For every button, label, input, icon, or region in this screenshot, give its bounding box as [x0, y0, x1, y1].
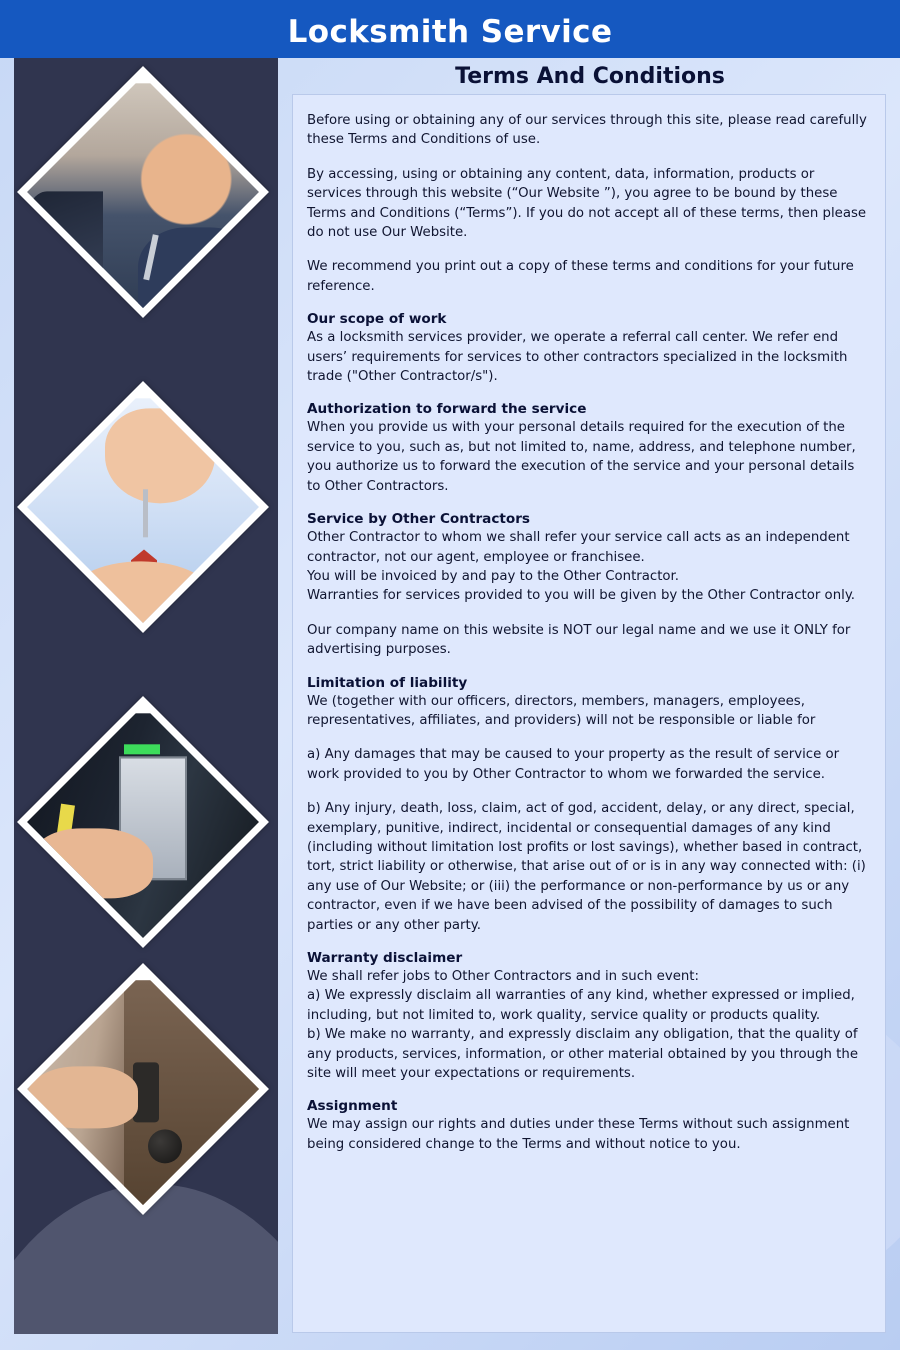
section-paragraph: When you provide us with your personal details required for the execution of the service to you, such as, but not limited to, name, address, and telephone number, you authorize us to forward the execution of the service and your personal details to Other Contractors.	[307, 420, 856, 494]
section-paragraph: As a locksmith services provider, we operate a referral call center. We refer end users’ requirements for services to other contractors specialized in the locksmith trade ("Other Contractor/s").	[307, 330, 848, 385]
warranty-intro: We shall refer jobs to Other Contractors and in such event:	[307, 969, 700, 984]
section-heading: Our scope of work	[307, 311, 447, 328]
intro-paragraph-3: We recommend you print out a copy of these terms and conditions for your future reference.	[307, 259, 854, 294]
section-authorization-to-forward-the-service	[307, 401, 871, 496]
section-heading: Assignment	[307, 1098, 398, 1115]
terms-content-card	[292, 94, 886, 1333]
section-paragraph: You will be invoiced by and pay to the Other Contractor.	[307, 568, 680, 584]
section-paragraph: Other Contractor to whom we shall refer your service call acts as an independent contractor, not our agent, employee or franchisee.	[307, 530, 850, 565]
assignment-paragraph: We may assign our rights and duties under these Terms without such assignment being considered change to the Terms and without notice to you.	[307, 1117, 850, 1152]
section-heading: Warranty disclaimer	[307, 950, 463, 966]
section-paragraph: Warranties for services provided to you will be given by the Other Contractor only.	[307, 588, 856, 604]
section-assignment	[307, 1098, 871, 1154]
warranty-item-a: a) We expressly disclaim all warranties of any kind, whether expressed or implied, including, but not limited to, work quality, service quality or products quality.	[307, 988, 855, 1023]
warranty-item-b: b) We make no warranty, and expressly disclaim any obligation, that the quality of any products, services, information, or other material obtained by you through the site will meet your expectations or requirements.	[307, 1027, 859, 1082]
section-limitation-of-liability	[307, 675, 871, 731]
page-title: Locksmith Service	[287, 14, 613, 50]
section-heading: Service by Other Contractors	[307, 511, 531, 528]
section-service-by-other-contractors	[307, 511, 871, 606]
intro-paragraph-2: By accessing, using or obtaining any content, data, information, products or services through this website (“Our Website ”), you agree to be bound by these Terms and Conditions (“Terms”). If you do not accept all of these terms, then please do not use Our Website.	[307, 166, 867, 241]
liability-item-a: a) Any damages that may be caused to your property as the result of service or work provided to you by Other Contractor to whom we forwarded the service.	[307, 747, 840, 782]
legal-name-note: Our company name on this website is NOT our legal name and we use it ONLY for advertising purposes.	[307, 622, 851, 658]
liability-item-b: b) Any injury, death, loss, claim, act of god, accident, delay, or any direct, special, exemplary, punitive, indirect, incidental or consequential damages of any kind (including without limitation lost profits or lost savings), whether based in contract, tort, strict liability or otherwise, that arise out of or is in any way connected with: (i) any use of Our Website; or (iii) the performance or non-performance by us or any contractor, even if we have been advised of the possibility of damages to such parties or any other party.	[307, 801, 866, 933]
section-our-scope-of-work	[307, 311, 871, 386]
intro-paragraph-1: Before using or obtaining any of our services through this site, please read carefully these Terms and Conditions of use.	[307, 113, 867, 148]
section-heading: Limitation of liability	[307, 674, 468, 691]
liability-intro: We (together with our officers, directors, members, managers, employees, representatives, affiliates, and providers) will not be responsible or liable for	[307, 693, 816, 728]
section-heading: Authorization to forward the service	[307, 401, 587, 418]
page-subtitle: Terms And Conditions	[455, 64, 725, 89]
section-warranty-disclaimer	[307, 950, 871, 1083]
